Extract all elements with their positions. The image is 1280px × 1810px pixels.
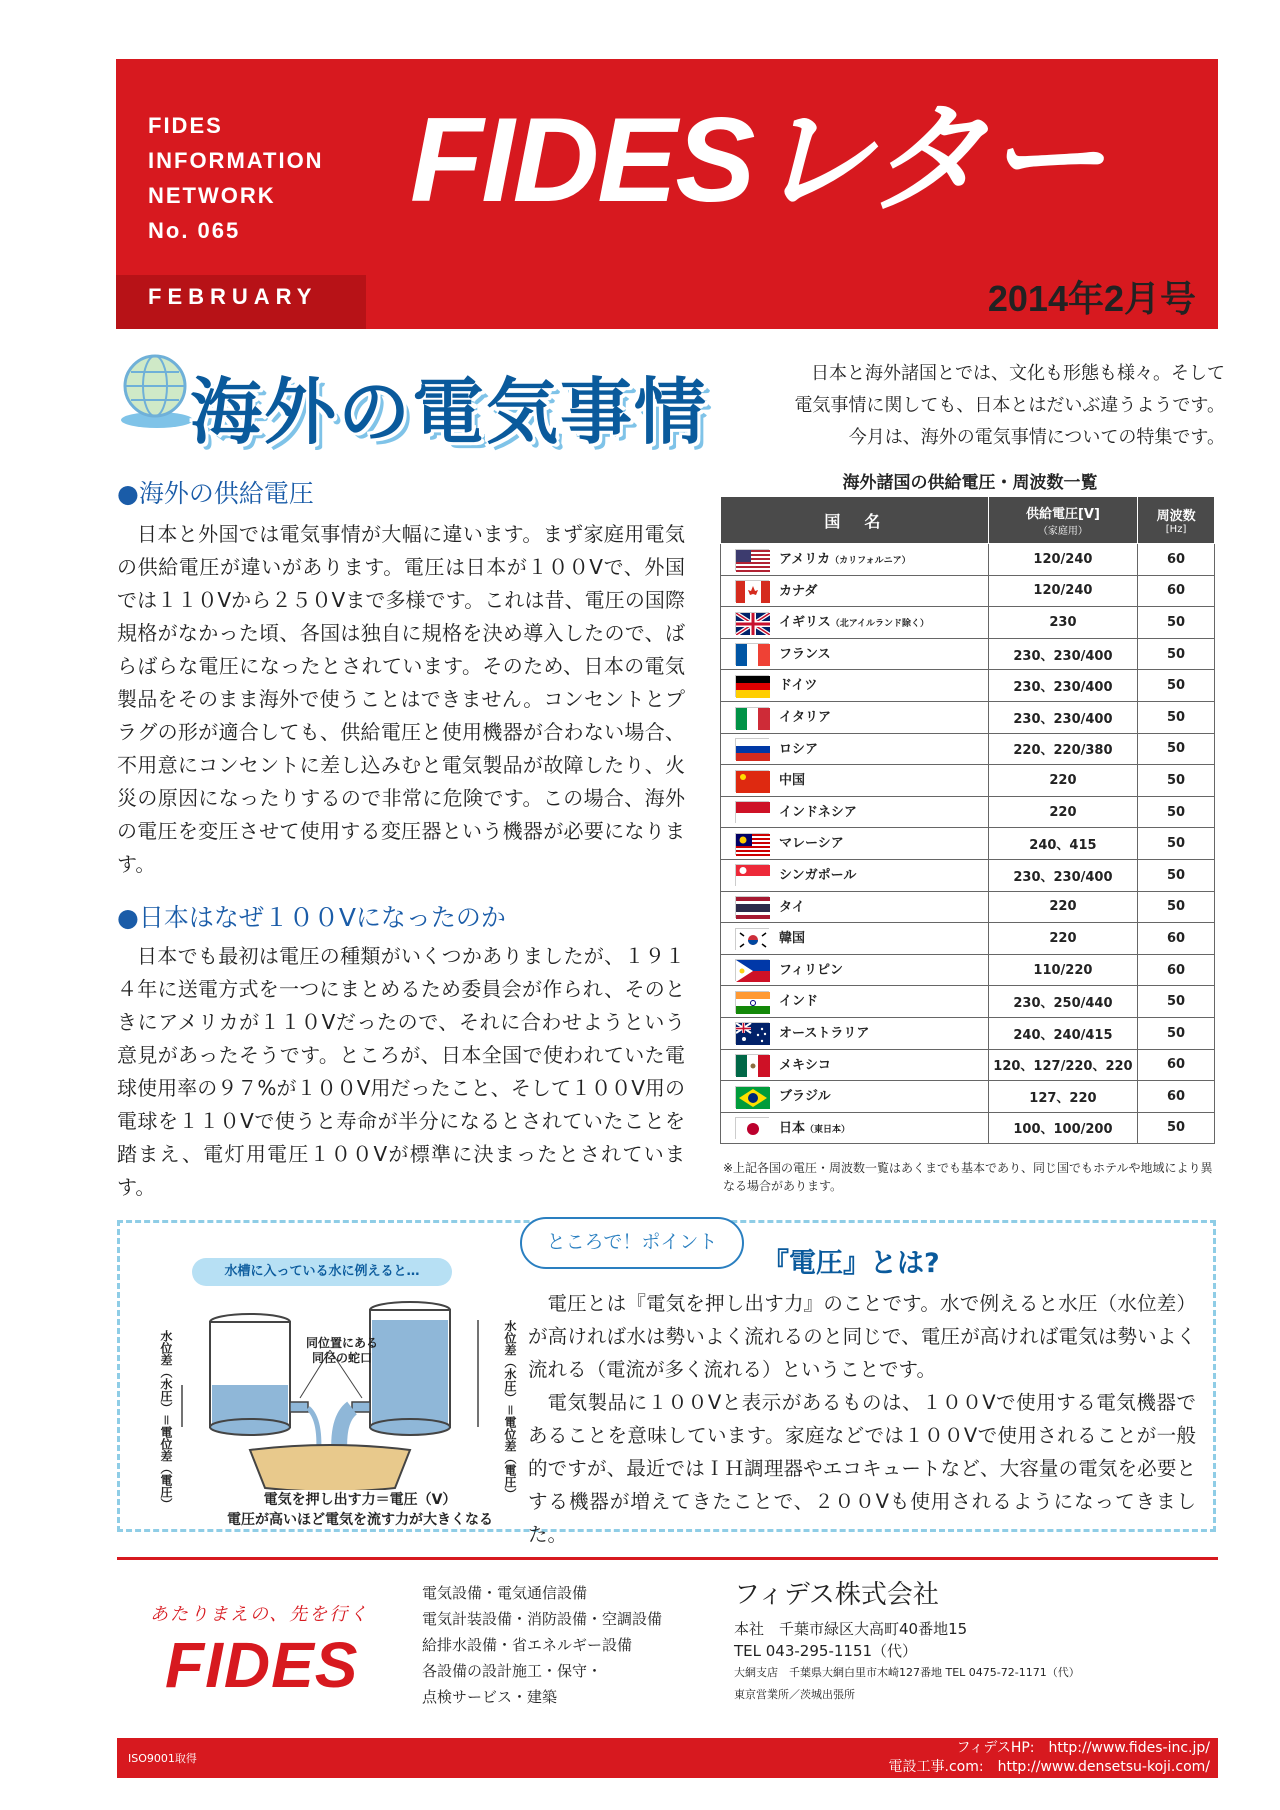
point-paragraph: 電気製品に１００Vと表示があるものは、１００Vで使用する電気機器であることを意味しています。家庭などでは１００Vで使用されることが一般的ですが、最近ではＩＨ調理器やエコキュートなど、大容量の電気を必要とする機器が増えてきたことで、２００Vも使用されるようになってきました。 bbox=[528, 1391, 1196, 1546]
voltage-cell: 220 bbox=[988, 796, 1137, 828]
feature-intro bbox=[770, 358, 1225, 454]
info-line: FIDES bbox=[148, 113, 223, 138]
country-cell bbox=[721, 607, 989, 639]
intro-line: 今月は、海外の電気事情についての特集です。 bbox=[848, 427, 1225, 448]
country-cell bbox=[721, 923, 989, 955]
services-list bbox=[422, 1580, 662, 1710]
country-cell bbox=[721, 575, 989, 607]
header-info bbox=[148, 108, 324, 248]
country-cell bbox=[721, 544, 989, 576]
country-cell bbox=[721, 701, 989, 733]
frequency-cell: 50 bbox=[1138, 765, 1215, 797]
frequency-cell: 60 bbox=[1138, 1049, 1215, 1081]
diagram-label: 水槽に入っている水に例えると… bbox=[192, 1258, 452, 1286]
voltage-cell: 240、240/415 bbox=[988, 1017, 1137, 1049]
country-name: マレーシア bbox=[779, 836, 844, 852]
voltage-cell: 230、230/400 bbox=[988, 701, 1137, 733]
country-cell bbox=[721, 986, 989, 1018]
country-name: 日本 bbox=[779, 1120, 806, 1136]
table-row bbox=[721, 859, 1215, 891]
country-cell bbox=[721, 765, 989, 797]
flag-it-icon bbox=[735, 707, 769, 729]
table-row bbox=[721, 544, 1215, 576]
service-item: 各設備の設計施工・保守・ bbox=[422, 1662, 603, 1680]
country-cell bbox=[721, 1081, 989, 1113]
point-title: 『電圧』とは? bbox=[762, 1248, 940, 1279]
table-row bbox=[721, 701, 1215, 733]
table-title: 海外諸国の供給電圧・周波数一覧 bbox=[842, 473, 1098, 493]
country-cell bbox=[721, 1112, 989, 1144]
frequency-cell: 50 bbox=[1138, 607, 1215, 639]
country-cell bbox=[721, 1017, 989, 1049]
voltage-cell: 127、220 bbox=[988, 1081, 1137, 1113]
country-note: （カリフォルニア） bbox=[830, 556, 911, 567]
newsletter-title: FIDESレター bbox=[410, 93, 1103, 227]
point-body bbox=[528, 1287, 1196, 1551]
bullet-icon: ● bbox=[117, 479, 139, 508]
voltage-cell: 220、220/380 bbox=[988, 733, 1137, 765]
country-cell bbox=[721, 954, 989, 986]
flag-us-icon bbox=[735, 549, 769, 571]
table-row bbox=[721, 1112, 1215, 1144]
voltage-cell: 120/240 bbox=[988, 575, 1137, 607]
table-row bbox=[721, 1049, 1215, 1081]
voltage-cell: 230 bbox=[988, 607, 1137, 639]
country-name: フィリピン bbox=[779, 962, 843, 978]
intro-line: 電気事情に関しても、日本とはだいぶ違うようです。 bbox=[794, 395, 1225, 416]
voltage-cell: 220 bbox=[988, 891, 1137, 923]
bullet-icon: ● bbox=[117, 903, 139, 932]
info-line: INFORMATION bbox=[148, 148, 324, 173]
country-name: シンガポール bbox=[779, 867, 857, 883]
country-name: インド bbox=[779, 994, 819, 1010]
issue-number: No. 065 bbox=[148, 218, 241, 243]
flag-sg-icon bbox=[735, 864, 769, 886]
table-row bbox=[721, 733, 1215, 765]
section2-body: 日本でも最初は電圧の種類がいくつかありましたが、１９１４年に送電方式を一つにまとめるため委員会が作られ、そのときにアメリカが１１０Vだったので、それに合わせようという意見があったそうです。ところが、日本全国で使われていた電球使用率の９７%が１００V用だったこと、そして１００V用の電球を１１０Vで使うと寿命が半分になるとされていたことを踏まえ、電灯用電圧１００Vが標準に決まったとされています。 bbox=[117, 944, 685, 1199]
company-slogan: あたりまえの、先を行く bbox=[150, 1604, 370, 1625]
country-note: （東日本） bbox=[805, 1124, 851, 1135]
company-name: フィデス株式会社 bbox=[734, 1580, 939, 1610]
col-header-country: 国 名 bbox=[721, 497, 989, 544]
country-cell bbox=[721, 891, 989, 923]
month-label: FEBRUARY bbox=[148, 284, 318, 309]
country-cell bbox=[721, 638, 989, 670]
frequency-cell: 50 bbox=[1138, 796, 1215, 828]
col-header-frequency: 周波数 [Hz] bbox=[1138, 497, 1215, 544]
globe-icon bbox=[117, 350, 197, 430]
flag-ph-icon bbox=[735, 959, 769, 981]
frequency-cell: 50 bbox=[1138, 828, 1215, 860]
country-name: カナダ bbox=[779, 583, 818, 599]
voltage-cell: 230、230/400 bbox=[988, 638, 1137, 670]
flag-in-icon bbox=[735, 991, 769, 1013]
flag-br-icon bbox=[735, 1086, 769, 1108]
country-cell bbox=[721, 859, 989, 891]
flag-fr-icon bbox=[735, 643, 769, 665]
diagram-tap-label: 同位置にある 同径の蛇口 bbox=[305, 1336, 378, 1365]
flag-de-icon bbox=[735, 675, 769, 697]
voltage-cell: 240、415 bbox=[988, 828, 1137, 860]
website-link[interactable]: フィデスHP: http://www.fides-inc.jp/ bbox=[956, 1740, 1210, 1756]
point-bubble-label: ところで！ポイント bbox=[546, 1231, 718, 1253]
water-tank-diagram bbox=[140, 1290, 520, 1490]
section2-heading bbox=[117, 898, 506, 934]
table-row bbox=[721, 575, 1215, 607]
flag-au-icon bbox=[735, 1022, 769, 1044]
country-name: オーストラリア bbox=[779, 1025, 870, 1041]
phone-line: TEL 043-295-1151（代） bbox=[734, 1642, 918, 1660]
company-logo: FIDES bbox=[165, 1629, 359, 1701]
frequency-cell: 60 bbox=[1138, 575, 1215, 607]
diagram-right-label: 水位差（水圧）＝電位差（電圧） bbox=[503, 1320, 517, 1501]
frequency-cell: 50 bbox=[1138, 701, 1215, 733]
flag-ca-icon bbox=[735, 580, 769, 602]
issue-date: 2014年2月号 bbox=[987, 278, 1196, 319]
voltage-cell: 120/240 bbox=[988, 544, 1137, 576]
country-name: 中国 bbox=[779, 773, 806, 789]
table-row bbox=[721, 607, 1215, 639]
diagram-caption bbox=[160, 1490, 560, 1530]
table-row bbox=[721, 1081, 1215, 1113]
frequency-cell: 50 bbox=[1138, 891, 1215, 923]
frequency-cell: 60 bbox=[1138, 954, 1215, 986]
caption-line: 電気を押し出す力＝電圧（V） bbox=[263, 1492, 457, 1508]
table-row bbox=[721, 796, 1215, 828]
country-name: ドイツ bbox=[779, 678, 818, 694]
country-cell bbox=[721, 796, 989, 828]
frequency-cell: 50 bbox=[1138, 670, 1215, 702]
diagram-left-label: 水位差（水圧）＝電位差（電圧） bbox=[159, 1330, 173, 1511]
country-cell bbox=[721, 828, 989, 860]
flag-th-icon bbox=[735, 896, 769, 918]
frequency-cell: 50 bbox=[1138, 859, 1215, 891]
table-row bbox=[721, 954, 1215, 986]
voltage-cell: 230、250/440 bbox=[988, 986, 1137, 1018]
country-note: （北アイルランド除く） bbox=[830, 619, 929, 630]
frequency-cell: 50 bbox=[1138, 1017, 1215, 1049]
company-address bbox=[734, 1618, 1080, 1706]
table-footnote: ※上記各国の電圧・周波数一覧はあくまでも基本であり、同じ国でもホテルや地域により異なる場合があります。 bbox=[723, 1161, 1213, 1193]
service-item: 点検サービス・建築 bbox=[422, 1688, 558, 1706]
voltage-cell: 120、127/220、220 bbox=[988, 1049, 1137, 1081]
service-item: 電気計装設備・消防設備・空調設備 bbox=[422, 1610, 663, 1628]
website-link[interactable]: 電設工事.com: http://www.densetsu-koji.com/ bbox=[888, 1759, 1210, 1775]
frequency-cell: 50 bbox=[1138, 638, 1215, 670]
info-line: NETWORK bbox=[148, 183, 276, 208]
voltage-cell: 230、230/400 bbox=[988, 670, 1137, 702]
voltage-cell: 220 bbox=[988, 923, 1137, 955]
service-item: 給排水設備・省エネルギー設備 bbox=[422, 1636, 633, 1654]
table-row bbox=[721, 638, 1215, 670]
flag-kr-icon bbox=[735, 928, 769, 950]
country-cell bbox=[721, 733, 989, 765]
voltage-cell: 110/220 bbox=[988, 954, 1137, 986]
flag-gb-icon bbox=[735, 612, 769, 634]
country-name: イギリス bbox=[779, 615, 831, 631]
table-row bbox=[721, 986, 1215, 1018]
footer-divider bbox=[117, 1557, 1218, 1560]
country-name: タイ bbox=[779, 899, 805, 915]
footer-links bbox=[800, 1739, 1210, 1777]
table-row bbox=[721, 828, 1215, 860]
iso-label: ISO9001取得 bbox=[128, 1752, 197, 1765]
office-line: 東京営業所／茨城出張所 bbox=[734, 1688, 855, 1701]
address-line: 本社 千葉市緑区大高町40番地15 bbox=[734, 1620, 968, 1638]
country-name: フランス bbox=[779, 646, 831, 662]
table-row bbox=[721, 891, 1215, 923]
country-name: メキシコ bbox=[779, 1057, 831, 1073]
section1-heading bbox=[117, 474, 314, 510]
country-name: ロシア bbox=[779, 741, 819, 757]
country-cell bbox=[721, 1049, 989, 1081]
branch-line: 大網支店 千葉県大網白里市木崎127番地 TEL 0475-72-1171（代） bbox=[734, 1666, 1080, 1679]
country-name: アメリカ bbox=[779, 552, 831, 568]
frequency-cell: 60 bbox=[1138, 544, 1215, 576]
section1-body: 日本と外国では電気事情が大幅に違います。まず家庭用電気の供給電圧が違いがあります。電圧は日本が１００Vで、外国では１１０Vから２５０Vまで多様です。これは昔、電圧の国際規格がなかった頃、各国は独自に規格を決め導入したので、ばらばらな電圧になったとされています。そのため、日本の電気製品をそのまま海外で使うことはできません。コンセントとプラグの形が適合しても、供給電圧と使用機器が合わない場合、不用意にコンセントに差し込みむと電気製品が故障したり、火災の原因になったりするので非常に危険です。この場合、海外の電圧を変圧させて使用する変圧器という機器が必要になります。 bbox=[117, 522, 685, 876]
section2-heading-text: 日本はなぜ１００Vになったのか bbox=[138, 903, 506, 932]
caption-line: 電圧が高いほど電気を流す力が大きくなる bbox=[227, 1512, 493, 1528]
flag-mx-icon bbox=[735, 1054, 769, 1076]
voltage-cell: 230、230/400 bbox=[988, 859, 1137, 891]
frequency-cell: 60 bbox=[1138, 1081, 1215, 1113]
frequency-cell: 50 bbox=[1138, 986, 1215, 1018]
intro-line: 日本と海外諸国とでは、文化も形態も様々。そして bbox=[811, 363, 1225, 384]
voltage-cell: 100、100/200 bbox=[988, 1112, 1137, 1144]
table-row bbox=[721, 670, 1215, 702]
section1-heading-text: 海外の供給電圧 bbox=[138, 479, 314, 508]
flag-ru-icon bbox=[735, 738, 769, 760]
country-name: インドネシア bbox=[779, 804, 857, 820]
table-row bbox=[721, 923, 1215, 955]
flag-my-icon bbox=[735, 833, 769, 855]
country-name: イタリア bbox=[779, 710, 832, 726]
feature-title: 海外の電気事情 bbox=[190, 373, 709, 453]
country-cell bbox=[721, 670, 989, 702]
flag-cn-icon bbox=[735, 770, 769, 792]
point-paragraph: 電圧とは『電気を押し出す力』のことです。水で例えると水圧（水位差）が高ければ水は勢いよく流れるのと同じで、電圧が高ければ電気は勢いよく流れる（電流が多く流れる）ということです。 bbox=[528, 1292, 1196, 1381]
country-name: ブラジル bbox=[779, 1089, 831, 1105]
voltage-cell: 220 bbox=[988, 765, 1137, 797]
table-row bbox=[721, 765, 1215, 797]
frequency-cell: 50 bbox=[1138, 733, 1215, 765]
flag-jp-icon bbox=[735, 1117, 769, 1139]
frequency-cell: 50 bbox=[1138, 1112, 1215, 1144]
flag-id-icon bbox=[735, 801, 769, 823]
voltage-table bbox=[720, 496, 1215, 1144]
table-row bbox=[721, 1017, 1215, 1049]
frequency-cell: 60 bbox=[1138, 923, 1215, 955]
service-item: 電気設備・電気通信設備 bbox=[422, 1584, 588, 1602]
col-header-voltage: 供給電圧[V] （家庭用） bbox=[988, 497, 1137, 544]
country-name: 韓国 bbox=[779, 931, 806, 947]
